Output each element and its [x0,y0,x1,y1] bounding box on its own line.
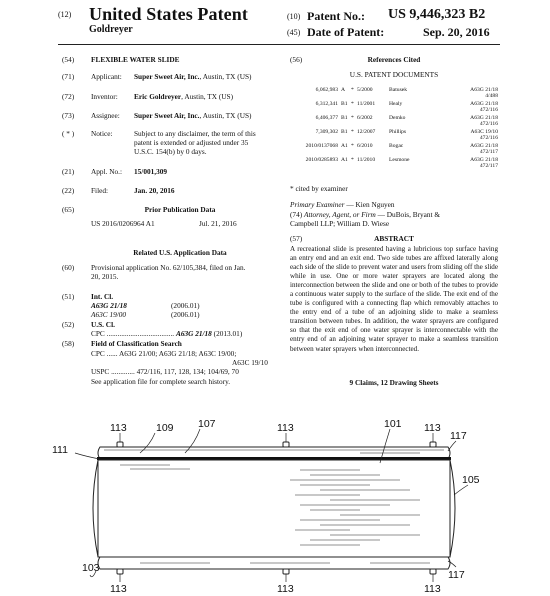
ref-label-111: 111 [52,444,68,456]
search-note: See application file for complete search history. [91,377,231,386]
prior-code: (65) [62,205,75,214]
ref-name: Batusek [389,87,408,93]
inventor-label: Inventor: [91,92,118,101]
invention-title: FLEXIBLE WATER SLIDE [91,55,180,64]
provisional-text [91,263,245,281]
patent-office-title: United States Patent [89,4,248,24]
ref-star: * [351,101,354,107]
date-code: (45) [287,28,301,37]
sprayer-nubs-top [117,442,436,447]
inventor-code: (72) [62,92,75,101]
ref-label-101: 101 [384,418,402,430]
slide-entry-end [93,460,98,557]
ref-no: 2010/0285893 [305,157,338,163]
assignee-label: Assignee: [91,111,120,120]
cpc-year: (2013.01) [213,329,243,338]
search-code: (58) [62,339,75,348]
date-label: Date of Patent: [307,25,385,39]
ref-no: 6,062,983 [315,87,338,93]
search-cpc-cont: A63C 19/10 [232,358,268,367]
ref-label-109: 109 [156,422,174,434]
search-label: Field of Classification Search [91,339,182,348]
assignee-location: , Austin, TX (US) [199,111,252,120]
abstract-code: (57) [290,234,303,243]
provisional-line: 20, 2015. [91,272,119,282]
ref-kind: B1 [341,115,348,121]
ref-label-103: 103 [82,562,100,574]
figure-labels [52,418,480,595]
cited-note: * cited by examiner [290,184,348,193]
ref-label-117-bottom: 117 [448,569,465,581]
intcl-year: (2006.01) [171,310,200,319]
ref-no: 6,406,377 [315,115,338,121]
applicant-value [134,72,251,81]
refs-code: (56) [290,55,303,64]
notice-label: Notice: [91,129,113,138]
ref-star: * [351,129,354,135]
ref-cls: A63G 21/18 [470,143,498,149]
ref-label-113-bottom-mid: 113 [277,583,294,595]
cpc-class: A63G 21/18 [175,329,212,338]
ref-label-113-top-mid: 113 [277,422,294,434]
ref-star: * [351,115,354,121]
applicant-location: , Austin, TX (US) [199,72,252,81]
prior-publication-date: Jul. 21, 2016 [199,219,237,228]
ref-kind: B1 [341,101,348,107]
appl-number: 15/001,309 [134,167,168,176]
ref-star: * [351,87,354,93]
filed-date: Jan. 20, 2016 [134,186,175,195]
ref-cls: A63G 21/18 [470,115,498,121]
ref-no: 6,312,341 [315,101,338,107]
ref-label-117-top: 117 [450,430,467,442]
slide-exit-end [450,460,455,557]
ref-kind: A [341,87,346,93]
inventor-location: , Austin, TX (US) [181,92,234,101]
intcl-label: Int. Cl. [91,292,114,301]
ref-label-105: 105 [462,474,480,486]
inventor-short-name: Goldreyer [89,24,133,35]
ref-cls: A63G 21/18 [470,87,498,93]
ref-cls2: 472/116 [479,107,498,113]
applicant-name: Super Sweet Air, Inc. [134,72,200,81]
ref-name: Demko [389,115,406,121]
filed-code: (22) [62,186,75,195]
provisional-line: Provisional application No. 62/105,384, filed on Jan. [91,263,246,272]
prior-publication-number: US 2016/0206964 A1 [91,219,155,228]
intcl-class: A63C 19/00 [91,310,127,319]
inventor-name: Eric Goldreyer [134,92,182,101]
ref-date: 12/2007 [357,129,376,135]
ref-star: * [351,157,354,163]
notice-code: ( * ) [62,129,75,138]
claims-summary: 9 Claims, 12 Drawing Sheets [349,378,439,387]
assignee-code: (73) [62,111,75,120]
ref-label-107: 107 [198,418,216,430]
ref-no: 7,309,302 [315,129,338,135]
attorney-name-line2: Campbell LLP; William D. Wiese [290,219,390,228]
provisional-code: (60) [62,263,75,272]
abstract-heading: ABSTRACT [374,234,414,243]
intcl-code: (51) [62,292,75,301]
notice-line: U.S.C. 154(b) by 0 days. [134,147,207,157]
examiner-label: Primary Examiner [290,200,345,209]
ref-cls2: 472/117 [479,149,498,155]
ref-date: 5/2000 [357,87,373,93]
ref-cls2: 472/117 [479,163,498,169]
patent-number: US 9,446,323 B2 [388,7,486,22]
search-uspc: USPC ............. 472/116, 117, 128, 134; 104/69, 70 [91,367,239,376]
kind-code: (12) [58,10,72,19]
prior-publication-heading: Prior Publication Data [144,205,216,214]
ref-date: 6/2002 [357,115,373,121]
refs-subheading: U.S. PATENT DOCUMENTS [349,70,439,79]
cpc-line [91,329,242,338]
ref-label-113-bottom-left: 113 [110,583,127,595]
notice-line: Subject to any disclaimer, the term of this [134,129,256,138]
ref-label-113-bottom-right: 113 [424,583,441,595]
ref-cls: A63G 21/18 [470,157,498,163]
ref-label-113-top-left: 113 [110,422,127,434]
cpc-prefix: CPC [91,329,105,338]
examiner-name: — Kien Nguyen [344,200,395,209]
ref-name: Lesmone [389,157,410,163]
ref-label-113-top-right: 113 [424,422,441,434]
intcl-class: A63G 21/18 [91,301,127,310]
ref-cls2: 4/488 [485,93,498,99]
surface-shading [120,453,430,563]
related-data-heading: Related U.S. Application Data [133,248,227,257]
ref-no: 2010/0137068 [305,143,338,149]
search-cpc: CPC ...... A63G 21/00; A63G 21/18; A63C 19/00; [91,349,237,358]
ref-cls: A63G 21/18 [470,101,498,107]
appl-code: (21) [62,167,75,176]
patent-date: Sep. 20, 2016 [423,25,490,39]
ref-kind: A1 [341,143,348,149]
ref-cls2: 472/116 [479,121,498,127]
patent-drawing-figure [0,395,550,596]
applicant-code: (71) [62,72,75,81]
intcl-year: (2006.01) [171,301,200,310]
notice-text [134,129,256,157]
ref-name: Bogac [389,143,404,149]
patent-no-label: Patent No.: [307,9,365,23]
ref-name: Phillips [389,129,407,135]
header-rule [58,44,500,45]
ref-cls2: 472/116 [479,135,498,141]
filed-label: Filed: [91,186,109,195]
attorney-line [290,210,440,219]
ref-kind: B1 [341,129,348,135]
ref-date: 11/2001 [357,101,376,107]
notice-line: patent is extended or adjusted under 35 [134,138,249,148]
attorney-code: (74) [290,210,303,219]
ref-date: 11/2010 [357,157,376,163]
ref-cls: A63C 19/10 [470,129,498,135]
attorney-name-line1: — DuBois, Bryant & [375,210,441,219]
inventor-value [134,92,233,101]
ref-name: Healy [389,101,403,107]
assignee-value [134,111,251,120]
title-code: (54) [62,55,75,64]
examiner-line [290,200,395,209]
sprayer-nubs-bottom [117,569,436,574]
abstract-text: A recreational slide is presented having a lubricious top surface having an entry end and an exit end. Two side tubes are affixed laterally along each side of the slide to prevent water and users from sliding off the slide while in use. One or more water sprayers are located along the interconnection between the slide and one or both of the tubes to provide a continuous water supply to the surface of the slide. The exit end of the tube is configured with a connecting flap which removably attaches to the entry end of a tube of an adjoining slide to make a seamless transition between tubes. In addition, the water sprayers are configured so that the exit end of one water sprayer is interconnectable with the entry end of an adjoining water sprayer to make a seamless transition between water sprayers when interconnected. [290,245,498,353]
appl-label: Appl. No.: [91,167,123,176]
attorney-label: Attorney, Agent, or Firm [304,210,376,219]
ref-kind: A1 [341,157,348,163]
slide-surface [98,460,450,557]
applicant-label: Applicant: [91,72,122,81]
leader-lines [75,429,468,582]
uscl-code: (52) [62,320,75,329]
uscl-label: U.S. Cl. [91,320,115,329]
cpc-dots: ..................................... [104,329,175,338]
ref-star: * [351,143,354,149]
assignee-name: Super Sweet Air, Inc. [134,111,200,120]
refs-heading: References Cited [367,55,421,64]
ref-date: 6/2010 [357,143,373,149]
patent-no-code: (10) [287,12,301,21]
